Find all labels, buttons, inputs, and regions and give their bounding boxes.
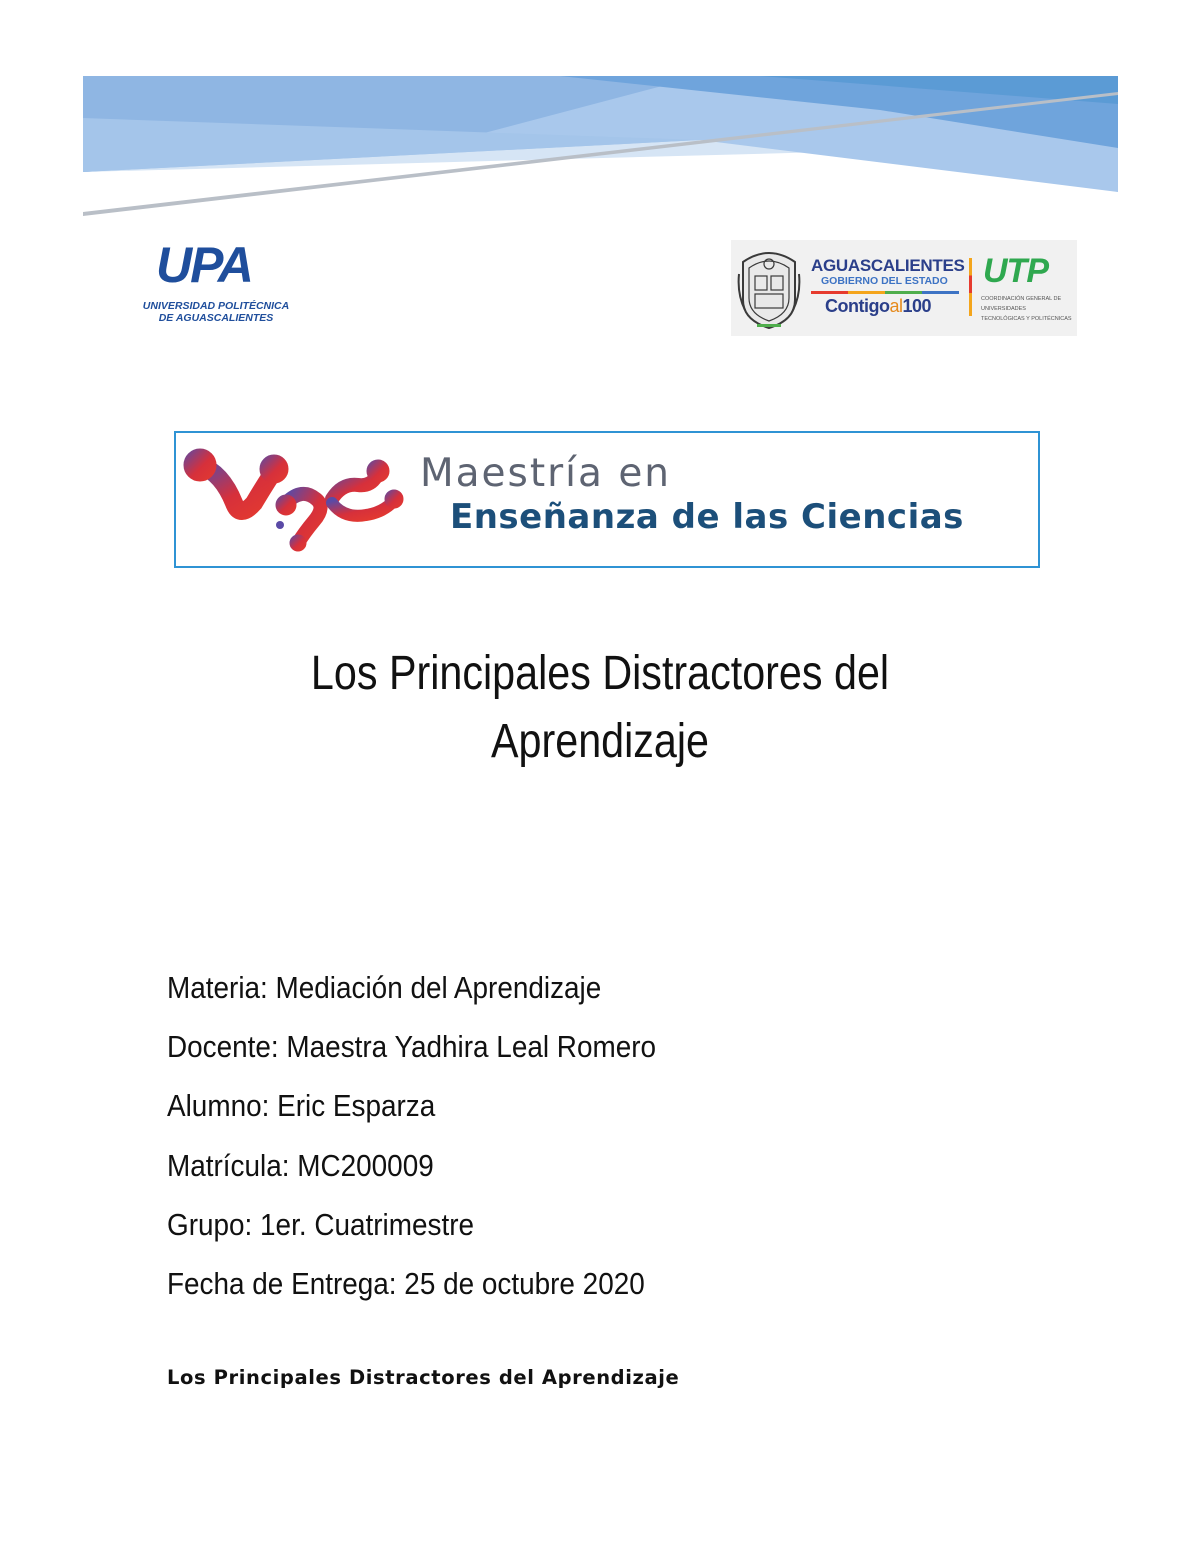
detail-student: Alumno: Eric Esparza [167, 1088, 436, 1124]
program-name-line2: Enseñanza de las Ciencias [450, 497, 964, 537]
running-title: Los Principales Distractores del Aprendizaje [167, 1366, 680, 1389]
upa-logo-name [128, 300, 304, 324]
color-stripe [811, 291, 959, 294]
document-title [213, 640, 987, 776]
motto-part-b: al [889, 296, 903, 316]
state-name: AGUASCALIENTES [811, 256, 965, 275]
motto-part-c: 100 [902, 296, 932, 316]
program-banner [174, 431, 1040, 568]
utp-logo-caption [981, 294, 1073, 324]
upa-logo-name-line2: DE AGUASCALIENTES [158, 312, 274, 324]
detail-teacher: Docente: Maestra Yadhira Leal Romero [167, 1029, 657, 1065]
header-decoration [0, 0, 1200, 230]
government-subtitle: GOBIERNO DEL ESTADO [821, 275, 948, 287]
program-name-line1: Maestría en [420, 451, 672, 496]
upa-logo [120, 232, 300, 332]
state-seal-icon [737, 244, 801, 332]
upa-logo-mark: UPA [156, 237, 252, 293]
logo-divider [969, 258, 972, 316]
detail-enrollment: Matrícula: MC200009 [167, 1147, 434, 1183]
document-details [167, 966, 967, 1321]
detail-group: Grupo: 1er. Cuatrimestre [167, 1206, 475, 1242]
molecule-logo-icon [182, 443, 406, 553]
utp-caption-line2: TECNOLÓGICAS Y POLITÉCNICAS [981, 316, 1072, 322]
detail-subject: Materia: Mediación del Aprendizaje [167, 970, 602, 1005]
motto-part-a: Contigo [825, 296, 890, 316]
document-title-line2: Aprendizaje [490, 715, 710, 768]
utp-logo-mark: UTP [983, 252, 1048, 290]
government-logo [731, 240, 1077, 336]
government-motto [825, 296, 931, 317]
utp-caption-line1: COORDINACIÓN GENERAL DE UNIVERSIDADES [981, 296, 1062, 312]
upa-logo-name-line1: UNIVERSIDAD POLITÉCNICA [142, 300, 290, 312]
detail-due-date: Fecha de Entrega: 25 de octubre 2020 [167, 1265, 645, 1301]
document-title-line1: Los Principales Distractores del [310, 647, 890, 700]
